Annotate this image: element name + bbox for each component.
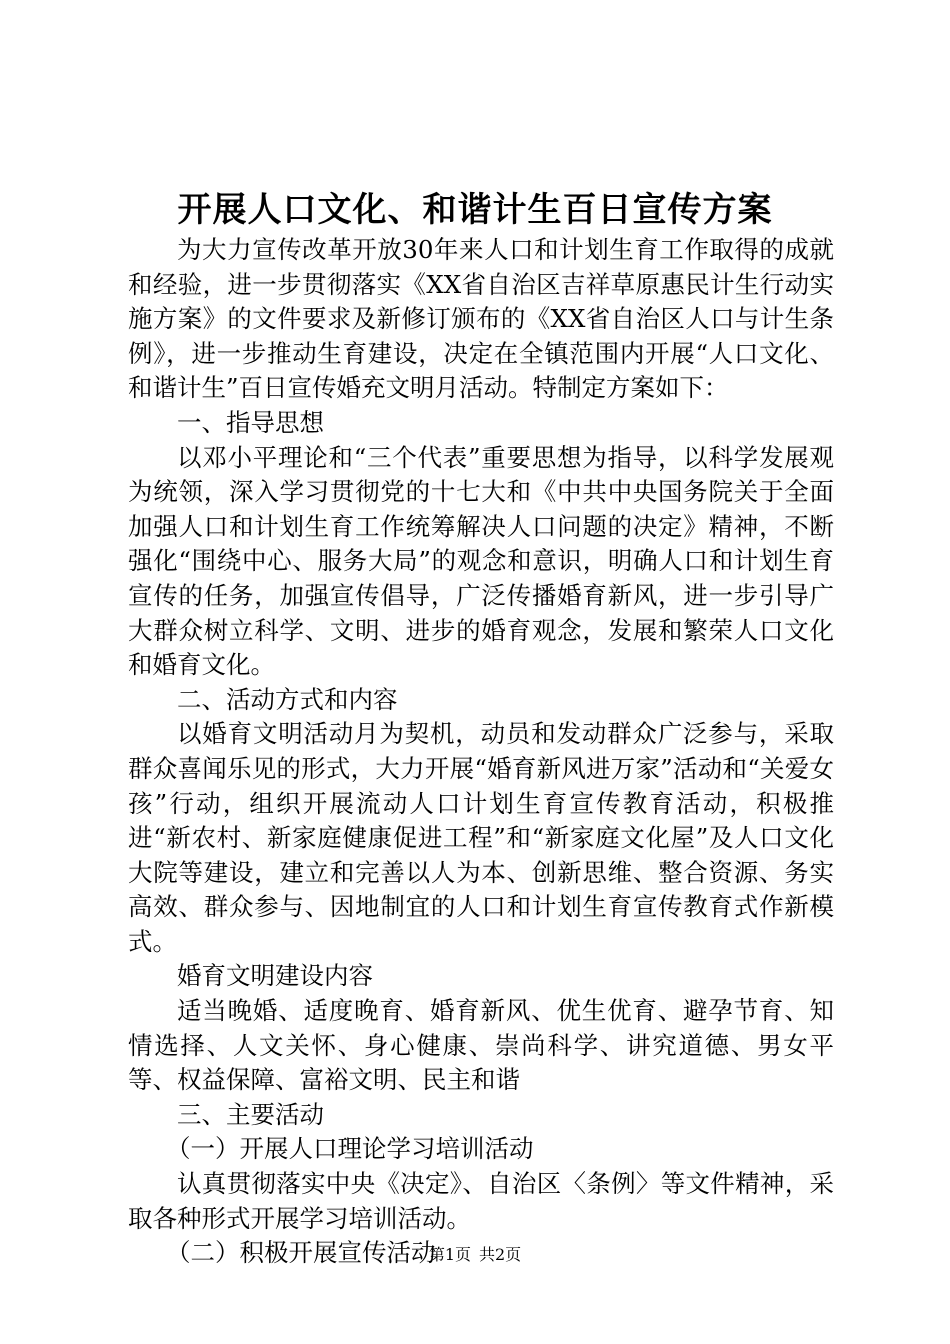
section-heading-activity-methods: 二、活动方式和内容 (177, 684, 398, 714)
activity-methods-paragraph: 以婚育文明活动月为契机，动员和发动群众广泛参与，采取群众喜闻乐见的形式，大力开展“婚育新风进万家”活动和“关爱女孩”行动，组织开展流动人口计划生育宣传教育活动，积极推进“新农村、新家庭健康促进工程”和“新家庭文化屋”及人口文化大院等建设，建立和完善以人为本、创新思维、整合资源、务实高效、群众参与、因地制宜的人口和计划生育宣传教育式作新模式。 (128, 719, 834, 956)
section-heading-guiding-ideology: 一、指导思想 (177, 407, 324, 437)
theory-training-paragraph: 认真贯彻落实中央《决定》、自治区〈条例〉等文件精神，采取各种形式开展学习培训活动。 (128, 1169, 834, 1233)
page-total: 共2页 (479, 1245, 522, 1264)
document-title: 开展人口文化、和谐计生百日宣传方案 (177, 190, 773, 230)
subsection-heading-publicity: （二）积极开展宣传活动 (165, 1238, 436, 1268)
subsection-heading-theory-training: （一）开展人口理论学习培训活动 (165, 1134, 534, 1164)
document-body (128, 233, 834, 1271)
page-footer (0, 1243, 950, 1267)
page-number: 第1页 (428, 1245, 471, 1264)
section-heading-civilization-content: 婚育文明建设内容 (177, 961, 373, 991)
guiding-ideology-paragraph: 以邓小平理论和“三个代表”重要思想为指导，以科学发展观为统领，深入学习贯彻党的十七大和《中共中央国务院关于全面加强人口和计划生育工作统筹解决人口问题的决定》精神，不断强化“围绕中心、服务大局”的观念和意识，明确人口和计划生育宣传的任务，加强宣传倡导，广泛传播婚育新风，进一步引导广大群众树立科学、文明、进步的婚育观念，发展和繁荣人口文化和婚育文化。 (128, 442, 834, 680)
intro-paragraph: 为大力宣传改革开放30年来人口和计划生育工作取得的成就和经验，进一步贯彻落实《XX省自治区吉祥草原惠民计生行动实施方案》的文件要求及新修订颁布的《XX省自治区人口与计生条例》，进一步推动生育建设，决定在全镇范围内开展“人口文化、和谐计生”百日宣传婚充文明月活动。特制定方案如下： (128, 235, 834, 403)
civilization-content-paragraph: 适当晚婚、适度晚育、婚育新风、优生优育、避孕节育、知情选择、人文关怀、身心健康、崇尚科学、讲究道德、男女平等、权益保障、富裕文明、民主和谐 (128, 996, 834, 1095)
section-heading-main-activities: 三、主要活动 (177, 1099, 324, 1129)
